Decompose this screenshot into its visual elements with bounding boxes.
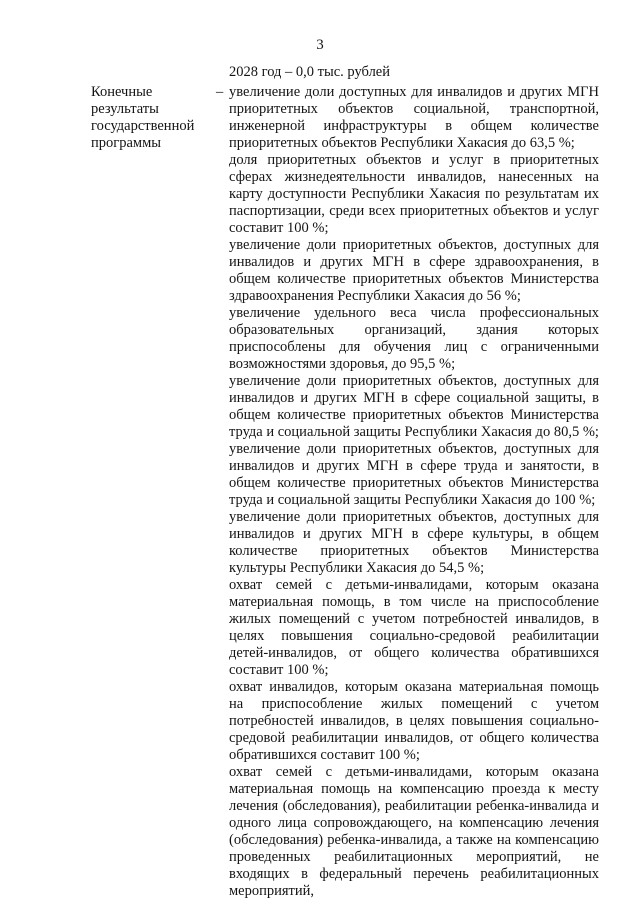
result-item: увеличение доли приоритетных объектов, доступных для инвалидов и других МГН в сфере культуры, в общем количестве приоритетных объектов Министерства культуры Республики Хакасия до 54,5 %; <box>229 509 599 576</box>
budget-year-line: 2028 год – 0,0 тыс. рублей <box>229 64 391 80</box>
result-item: увеличение доли приоритетных объектов, доступных для инвалидов и других МГН в сфере социальной защиты, в общем количестве приоритетных объектов Министерства труда и социальной защиты Республики Хакасия до 80,5 %; <box>229 373 599 440</box>
result-item: охват семей с детьми-инвалидами, которым оказана материальная помощь, в том числе на приспособление жилых помещений с учетом потребностей инвалидов, в целях повышения социально-средовой реабилитации детей-инвалидов, от общего количества обратившихся составит 100 %; <box>229 577 599 678</box>
result-item: охват семей с детьми-инвалидами, которым оказана материальная помощь на компенсацию проезда к месту лечения (обследования), реабилитации ребенка-инвалида и одного лица сопровождающего, на компенсацию лечения (обследования) ребенка-инвалида, а также на компенсацию проведенных реабилитационных мероприятий, не входящих в федеральный перечень реабилитационных мероприятий, <box>229 764 599 899</box>
result-item: увеличение доли приоритетных объектов, доступных для инвалидов и других МГН в сфере труда и занятости, в общем количестве приоритетных объектов Министерства труда и социальной защиты Республики Хакасия до 100 %; <box>229 441 599 508</box>
results-list <box>229 84 599 900</box>
result-item: увеличение доли приоритетных объектов, доступных для инвалидов и других МГН в сфере здравоохранения, в общем количестве приоритетных объектов Министерства здравоохранения Республики Хакасия до 56 %; <box>229 237 599 304</box>
result-item: увеличение доли доступных для инвалидов и других МГН приоритетных объектов социальной, транспортной, инженерной инфраструктуры в общем количестве приоритетных объектов Республики Хакасия до 63,5 %; <box>229 84 599 151</box>
result-item: доля приоритетных объектов и услуг в приоритетных сферах жизнедеятельности инвалидов, нанесенных на карту доступности Республики Хакасия по результатам их паспортизации, среди всех приоритетных объектов и услуг составит 100 %; <box>229 152 599 236</box>
result-item: увеличение удельного веса числа профессиональных образовательных организаций, здания которых приспособлены для обучения лиц с ограниченными возможностями здоровья, до 95,5 %; <box>229 305 599 372</box>
result-item: охват инвалидов, которым оказана материальная помощь на приспособление жилых помещений с учетом потребностей инвалидов, в целях повышения социально-средовой реабилитации инвалидов, от общего количества обратившихся составит 100 %; <box>229 679 599 763</box>
page-number: 3 <box>316 37 324 53</box>
section-label: Конечные результаты государственной программы <box>91 84 195 151</box>
section-dash: – <box>216 84 224 100</box>
